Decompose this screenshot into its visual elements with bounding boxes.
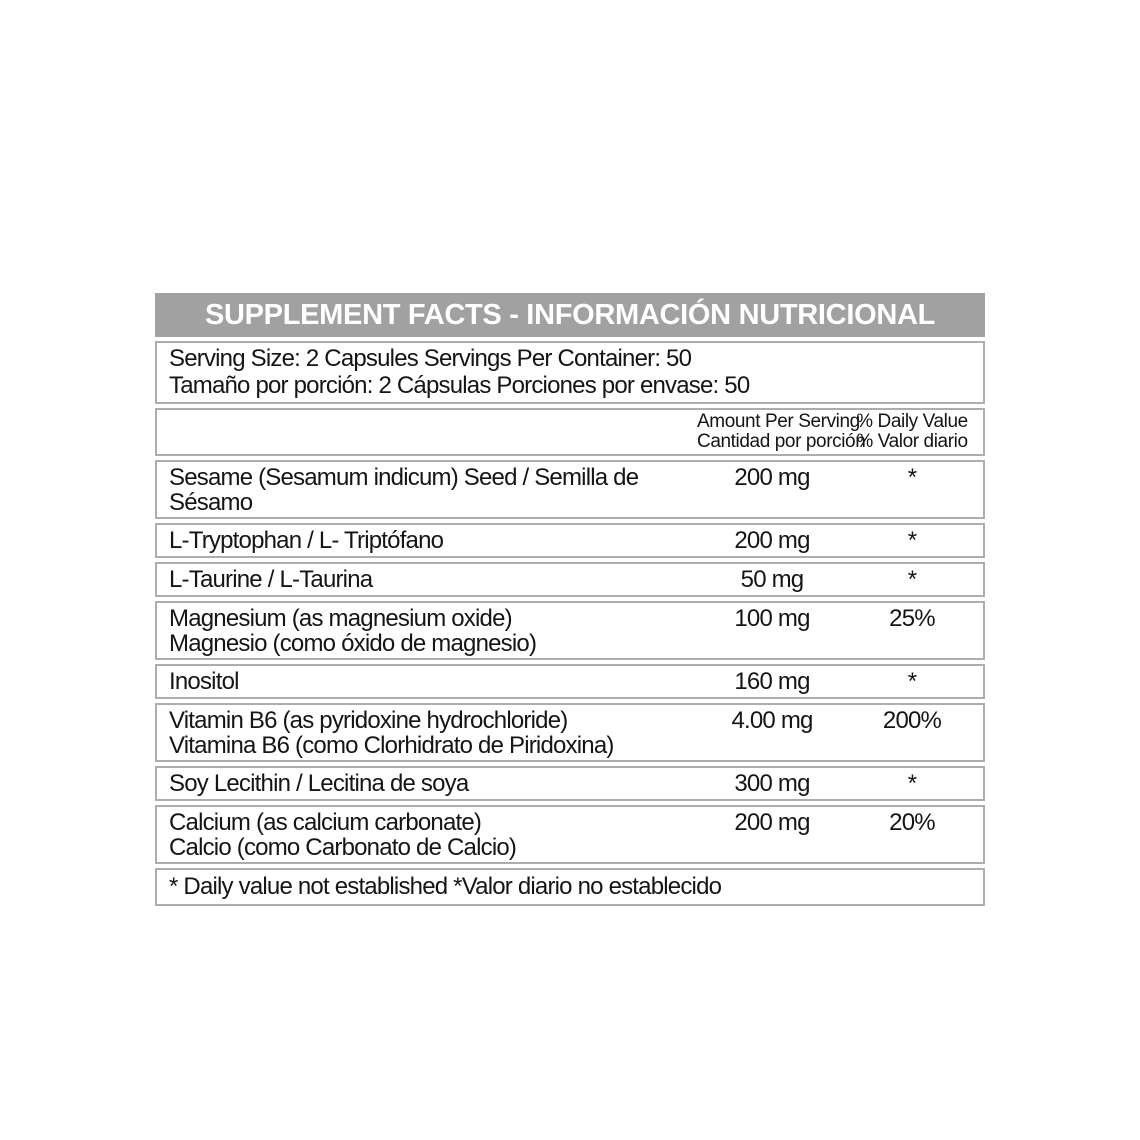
ingredient-name [157, 810, 697, 860]
dv-header-es: % Valor diario [856, 431, 968, 452]
amount-per-serving: 300 mg [734, 770, 810, 797]
amount-per-serving: 4.00 mg [731, 707, 813, 734]
daily-value-column-header [847, 412, 977, 452]
ingredient-rows [155, 460, 985, 864]
ingredient-name-es: Vitamina B6 (como Clorhidrato de Piridoxina) [169, 732, 614, 759]
serving-size-line-es: Tamaño por porción: 2 Cápsulas Porciones por envase: 50 [169, 372, 750, 399]
ingredient-name-es: Calcio (como Carbonato de Calcio) [169, 834, 517, 861]
table-row [155, 703, 985, 762]
ingredient-name [157, 606, 697, 656]
table-row [155, 805, 985, 864]
amount-per-serving: 200 mg [734, 527, 810, 554]
table-row [155, 664, 985, 699]
amount-per-serving: 160 mg [734, 668, 810, 695]
table-row [155, 523, 985, 558]
supplement-facts-panel [155, 293, 985, 910]
ingredient-name [157, 771, 697, 796]
serving-size-line-en: Serving Size: 2 Capsules Servings Per Container: 50 [169, 345, 692, 372]
panel-title: SUPPLEMENT FACTS - INFORMACIÓN NUTRICIONAL [204, 299, 936, 331]
ingredient-name-en: Soy Lecithin / Lecitina de soya [169, 770, 469, 797]
footnote-text: * Daily value not established *Valor diario no establecido [169, 873, 722, 900]
daily-value: 25% [889, 605, 935, 632]
table-row [155, 766, 985, 801]
ingredient-name [157, 567, 697, 592]
serving-info [155, 341, 985, 404]
ingredient-name [157, 465, 697, 515]
ingredient-name-en: L-Taurine / L-Taurina [169, 566, 373, 593]
panel-title-bar [155, 293, 985, 337]
ingredient-name-en: Magnesium (as magnesium oxide) [169, 605, 512, 632]
amount-per-serving: 100 mg [734, 605, 810, 632]
ingredient-name-en: Inositol [169, 668, 239, 695]
amount-per-serving: 200 mg [734, 464, 810, 491]
daily-value: * [907, 770, 917, 797]
ingredient-name [157, 669, 697, 694]
amount-column-header [697, 411, 866, 452]
amount-header-es: Cantidad por porción [697, 431, 866, 452]
amount-per-serving: 200 mg [734, 809, 810, 836]
table-row [155, 562, 985, 597]
daily-value: * [907, 527, 917, 554]
daily-value: * [907, 566, 917, 593]
amount-per-serving: 50 mg [740, 566, 804, 593]
ingredient-name [157, 708, 697, 758]
daily-value: 200% [882, 707, 942, 734]
table-row [155, 460, 985, 519]
daily-value: * [907, 464, 917, 491]
amount-header-en: Amount Per Serving [697, 411, 860, 432]
ingredient-name-en: Vitamin B6 (as pyridoxine hydrochloride) [169, 707, 568, 734]
column-headers [155, 408, 985, 456]
table-row [155, 601, 985, 660]
daily-value: 20% [889, 809, 935, 836]
dv-header-en: % Daily Value [856, 411, 968, 432]
ingredient-name [157, 528, 697, 553]
ingredient-name-es: Magnesio (como óxido de magnesio) [169, 630, 537, 657]
footnote [155, 868, 985, 906]
daily-value: * [907, 668, 917, 695]
ingredient-name-en: Calcium (as calcium carbonate) [169, 809, 482, 836]
ingredient-name-en: L-Tryptophan / L- Triptófano [169, 527, 444, 554]
ingredient-name-en: Sesame (Sesamum indicum) Seed / Semilla de Sésamo [169, 464, 639, 516]
